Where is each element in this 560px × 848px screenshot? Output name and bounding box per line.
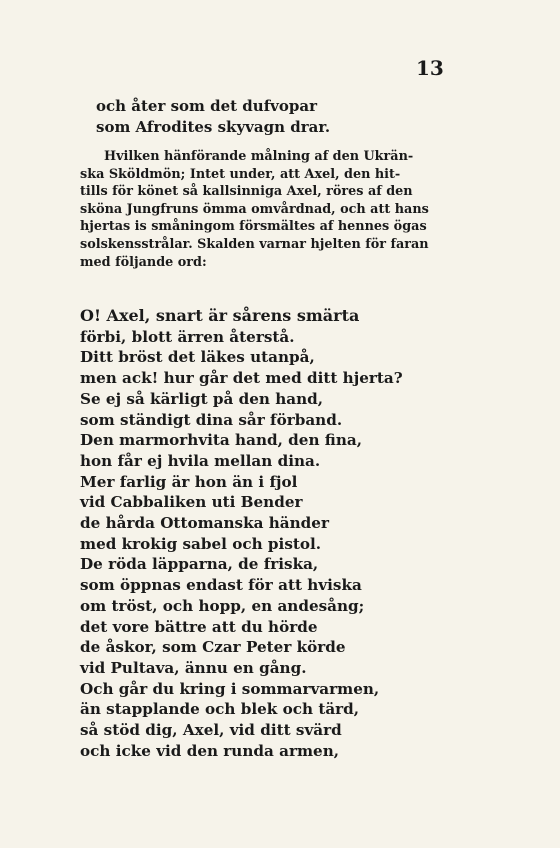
page-number: 13 [416, 56, 444, 80]
verse-line: som Afrodites skyvagn drar. [96, 118, 331, 136]
verse-line: de åskor, som Czar Peter körde [80, 638, 346, 657]
prose-line: Hvilken hänförande målning af den Ukrän- [104, 149, 414, 164]
verse-line: Och går du kring i sommarvarmen, [80, 679, 380, 698]
verse-line: Den marmorhvita hand, den fina, [80, 431, 362, 450]
poem-verse [80, 306, 403, 761]
prose-line: med följande ord: [80, 254, 207, 270]
verse-line: som öppnas endast för att hviska [80, 576, 362, 595]
verse-line: De röda läpparna, de friska, [80, 555, 319, 574]
prose-paragraph [80, 148, 429, 271]
verse-line: det vore bättre att du hörde [80, 617, 318, 636]
prose-line: ska Sköldmön; Intet under, att Axel, den hit- [80, 166, 401, 182]
verse-line: vid Pultava, ännu en gång. [80, 658, 307, 677]
prose-line: sköna Jungfruns ömma omvårdnad, och att hans [80, 201, 429, 217]
verse-line: om tröst, och hopp, en andesång; [80, 596, 365, 615]
verse-line: Mer farlig är hon än i fjol [80, 472, 298, 491]
verse-line: Ditt bröst det läkes utanpå, [80, 348, 315, 367]
verse-line: O! Axel, snart är sårens smärta [80, 306, 360, 325]
verse-line: och åter som det dufvopar [96, 97, 317, 115]
prose-line: tills för könet så kallsinniga Axel, röres af den [80, 184, 413, 200]
verse-line: som ständigt dina sår förband. [80, 410, 343, 429]
verse-line: de hårda Ottomanska händer [80, 514, 329, 533]
verse-line: Se ej så kärligt på den hand, [80, 389, 324, 408]
verse-line: än stapplande och blek och tärd, [80, 700, 360, 719]
verse-line: så stöd dig, Axel, vid ditt svärd [80, 721, 342, 740]
verse-line: förbi, blott ärren återstå. [80, 327, 295, 346]
prose-line: solskensstrålar. Skalden varnar hjelten för faran [80, 236, 429, 252]
verse-line: med krokig sabel och pistol. [80, 534, 322, 553]
verse-line: och icke vid den runda armen, [80, 741, 340, 760]
verse-line: hon får ej hvila mellan dina. [80, 451, 321, 470]
verse-line: men ack! hur går det med ditt hjerta? [80, 369, 403, 388]
epigraph-verse [96, 96, 330, 138]
verse-line: vid Cabbaliken uti Bender [80, 493, 303, 512]
prose-line: hjertas is småningom försmältes af hennes ögas [80, 219, 427, 235]
